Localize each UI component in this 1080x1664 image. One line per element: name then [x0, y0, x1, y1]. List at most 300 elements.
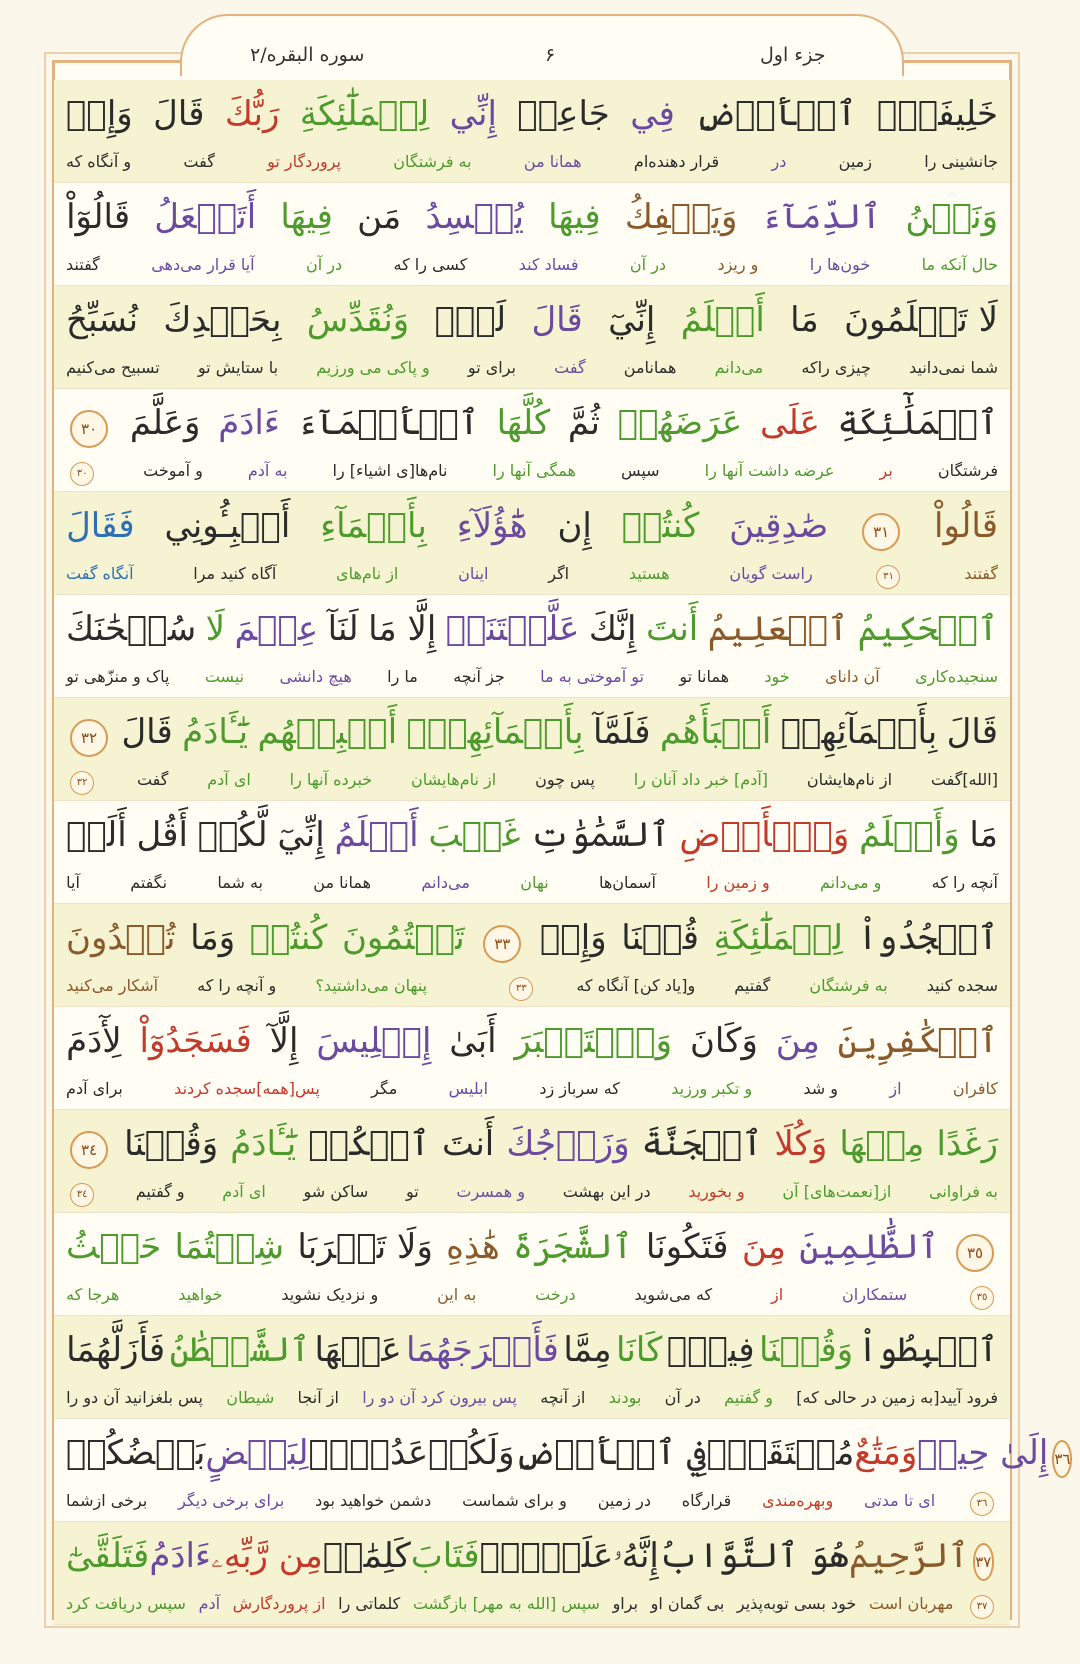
translation-word: گفت: [554, 358, 586, 377]
ayah-number-marker-small: ٣٥: [970, 1286, 994, 1310]
ayah-number-marker-small: ٣٣: [509, 977, 533, 1001]
translation-word: ای تا مدتی: [863, 1491, 936, 1510]
arabic-text-row: [66, 1425, 1071, 1483]
translation-word: اگر: [548, 564, 570, 583]
ayah-number-marker: ٣١: [862, 513, 900, 551]
translation-word: تسبیح می‌کنیم: [66, 358, 160, 377]
ayah-number-marker: ٣٦: [1052, 1440, 1072, 1478]
translation-word: مگر: [371, 1079, 398, 1098]
arabic-word: أَتَجۡعَلُ: [154, 197, 257, 237]
arabic-word: ءَادَمَ: [218, 403, 280, 443]
arabic-word: وَلَكُمۡ: [428, 1433, 515, 1473]
translation-word: خون‌ها را: [809, 255, 871, 274]
arabic-word: ٱلۡجَنَّةَ: [641, 1124, 763, 1164]
arabic-word: ٱسۡكُنۡ: [308, 1124, 430, 1164]
arabic-word: وَأَعۡلَمُ: [859, 815, 960, 855]
arabic-word: رَبُّكَ: [224, 94, 280, 134]
surah-title: سوره البقره/۲: [250, 44, 365, 66]
arabic-word: قُلۡنَا: [621, 918, 699, 958]
arabic-word: قَالَ: [153, 94, 205, 134]
arabic-word: ٱلۡأَرۡضِ: [695, 94, 857, 134]
translation-word: به فرشتگان: [393, 152, 472, 171]
translation-word: نهان: [520, 873, 549, 892]
arabic-word: عَنۡهَا: [314, 1330, 402, 1370]
arabic-word: بِأَسۡمَآئِهِمۡۖ: [406, 712, 584, 752]
translation-word: به فرشتگان: [809, 976, 888, 995]
translation-word: حال آنکه ما: [921, 255, 998, 274]
arabic-word: أَعۡلَمُ: [680, 300, 765, 340]
translation-word: سپس: [620, 461, 660, 480]
arabic-text-row: [66, 807, 998, 865]
translation-word: بر: [879, 461, 893, 480]
translation-word: سجده کنید: [926, 976, 998, 995]
translation-word: از نام‌هایشان: [411, 770, 497, 789]
persian-translation-row: [66, 1178, 998, 1208]
translation-word: همانا من: [313, 873, 372, 892]
translation-word: فرشتگان: [937, 461, 998, 480]
arabic-word: فِي ٱلۡأَرۡضِ: [514, 1433, 707, 1473]
verse-line: [54, 1110, 1010, 1213]
arabic-word: يَٰٓـَٔادَمُ: [230, 1124, 297, 1164]
translation-word: پاک و منزّهی تو: [66, 667, 170, 686]
ayah-number-marker: ٣٠: [70, 410, 108, 448]
translation-word: پس بلغزانید آن دو را: [66, 1388, 203, 1407]
arabic-word: هَٰٓؤُلَآءِ: [456, 506, 528, 546]
translation-word: در زمین: [597, 1491, 651, 1510]
arabic-word: فِيهَا: [280, 197, 333, 237]
ayah-number-marker: ٣٢: [70, 719, 108, 757]
arabic-word: فَتَكُونَا: [645, 1227, 729, 1267]
translation-word: و آنچه را که: [197, 976, 277, 995]
arabic-word: وَلَا تَقۡرَبَا: [297, 1227, 433, 1267]
translation-word: که سرباز زد: [539, 1079, 620, 1098]
arabic-word: أَقُل: [136, 815, 188, 855]
translation-word: و نزدیک نشوید: [281, 1285, 379, 1304]
arabic-word: إِبۡلِيسَ: [316, 1021, 432, 1061]
arabic-word: عَلَّمۡتَنَآۖ: [445, 609, 580, 649]
arabic-text-row: [66, 189, 998, 247]
arabic-word: وَنُقَدِّسُ: [306, 300, 410, 340]
translation-word: تو آموختی به ما: [540, 667, 644, 686]
translation-word: گفتند: [66, 255, 100, 274]
arabic-word: ٱلشَّجَرَةَ: [513, 1227, 633, 1267]
translation-word: و همسرت: [456, 1182, 526, 1201]
translation-word: جانشینی را: [924, 152, 998, 171]
translation-word: که می‌شوید: [634, 1285, 713, 1304]
translation-word: گفتیم: [734, 976, 771, 995]
arabic-word: أَنتَ: [645, 609, 699, 649]
translation-word: از پروردگارش: [232, 1594, 326, 1613]
translation-word: تو: [405, 1182, 419, 1201]
translation-word: براو: [612, 1594, 639, 1613]
translation-word: گفت: [136, 770, 169, 789]
arabic-text-row: [66, 1322, 998, 1380]
verse-line: [54, 80, 1010, 183]
arabic-word: تَكۡتُمُونَ: [341, 918, 465, 958]
arabic-word: ٱلۡمَلَٰٓئِكَةِ: [837, 403, 998, 443]
translation-word: هیچ دانشی: [279, 667, 352, 686]
translation-word: گفت: [183, 152, 215, 171]
arabic-word: بِحَمۡدِكَ: [163, 300, 282, 340]
arabic-word: وَمَتَٰعٌ: [854, 1433, 918, 1473]
arabic-word: عِلۡمَ: [234, 609, 319, 649]
persian-translation-row: [66, 251, 998, 281]
arabic-word: كُنتُمۡ: [249, 918, 328, 958]
arabic-word: ءَادَمُ: [149, 1536, 211, 1576]
verse-line: [54, 1419, 1071, 1522]
translation-word: از آنچه: [540, 1388, 586, 1407]
arabic-word: مِمَّا: [563, 1330, 612, 1370]
arabic-text-row: [66, 1219, 998, 1277]
translation-word: زمین: [838, 152, 872, 171]
arabic-word: إِلَّآ: [269, 1021, 299, 1061]
arabic-word: ٱلۡحَكِيمُ: [857, 609, 998, 649]
arabic-word: أَنتَ: [441, 1124, 495, 1164]
translation-word: و می‌دانم: [819, 873, 882, 892]
arabic-text-row: [66, 601, 998, 659]
verse-line: [54, 389, 1010, 492]
arabic-word: وَعَلَّمَ: [129, 403, 201, 443]
translation-word: قرارگاه: [681, 1491, 732, 1510]
arabic-word: مِنۡهَا: [839, 1124, 925, 1164]
arabic-word: قَالَ: [531, 300, 583, 340]
verse-line: [54, 183, 1010, 286]
arabic-word: لَكَۖ: [434, 300, 507, 340]
arabic-word: نُسَبِّحُ: [66, 300, 139, 340]
translation-word: و آنگاه که: [66, 152, 132, 171]
persian-translation-row: [66, 1487, 998, 1517]
arabic-word: عَدُوّٞۖ: [308, 1433, 429, 1473]
arabic-word: أَنۢبِـُٔونِي: [164, 506, 291, 546]
translation-word: فساد کند: [518, 255, 579, 274]
arabic-text-row: [66, 704, 998, 762]
translation-word: راست گویان: [729, 564, 813, 583]
verse-line: [54, 1213, 1010, 1316]
arabic-word: وَيَسۡفِكُ: [624, 197, 738, 237]
translation-word: ابلیس: [448, 1079, 489, 1098]
ayah-number-marker-small: ٣١: [876, 565, 900, 589]
persian-translation-row: [66, 766, 998, 796]
arabic-word: لِلۡمَلَٰٓئِكَةِ: [299, 94, 430, 134]
arabic-word: مَا: [969, 815, 998, 855]
translation-word: از نام‌های: [336, 564, 399, 583]
translation-word: می‌دانم: [421, 873, 470, 892]
translation-word: از: [771, 1285, 784, 1304]
translation-word: آسمان‌ها: [598, 873, 656, 892]
arabic-word: بَعۡضُكُمۡ: [66, 1433, 206, 1473]
translation-word: شما نمی‌دانید: [909, 358, 998, 377]
arabic-word: مِنَ: [775, 1021, 820, 1061]
arabic-word: كَانَا: [616, 1330, 663, 1370]
arabic-word: عَلَى: [759, 403, 820, 443]
ayah-number-marker: ٣٧: [973, 1543, 994, 1581]
translation-word: در آن: [664, 1388, 701, 1407]
arabic-word: لَنَآ: [327, 609, 359, 649]
translation-word: نام‌ها[ی اشیاء] را: [332, 461, 448, 480]
arabic-word: ثُمَّ: [567, 403, 601, 443]
translation-word: خبرده آنها را: [289, 770, 373, 789]
arabic-word: شِئۡتُمَا: [174, 1227, 285, 1267]
translation-word: وبهره‌مندی: [762, 1491, 834, 1510]
translation-word: [آدم] خبر داد آنان را: [633, 770, 769, 789]
translation-word: از: [889, 1079, 902, 1098]
arabic-word: إِلَىٰ حِينٖ: [917, 1433, 1049, 1473]
ayah-number-marker: ٣٤: [70, 1131, 108, 1169]
arabic-word: ٱسۡجُدُواْ: [857, 918, 998, 958]
arabic-word: أَلَمۡ: [66, 815, 127, 855]
arabic-word: فَتَابَ: [410, 1536, 480, 1576]
arabic-word: لِلۡمَلَٰٓئِكَةِ: [713, 918, 843, 958]
arabic-word: فَأَخۡرَجَهُمَا: [406, 1330, 559, 1370]
arabic-word: فَتَلَقَّىٰٓ: [66, 1536, 150, 1576]
arabic-word: وَقُلۡنَا: [124, 1124, 219, 1164]
translation-word: سنجیده‌کاری: [915, 667, 998, 686]
translation-word: و برای شماست: [462, 1491, 567, 1510]
arabic-word: عَلَيۡهِۚ: [479, 1536, 614, 1576]
translation-word: درخت: [535, 1285, 576, 1304]
arabic-word: أَعۡلَمُ: [334, 815, 419, 855]
arabic-word: إِنَّهُۥ: [613, 1536, 659, 1576]
arabic-word: وَمَا: [190, 918, 236, 958]
translation-word: خود بسی توبه‌پذیر: [736, 1594, 857, 1613]
arabic-word: ٱلرَّحِيمُ: [848, 1536, 969, 1576]
translation-word: آنگاه گفت: [66, 564, 134, 583]
arabic-word: مَا: [790, 300, 819, 340]
translation-word: همگی آنها را: [492, 461, 576, 480]
arabic-word: مَن: [357, 197, 402, 237]
arabic-word: فِي: [630, 94, 675, 134]
translation-word: ستمکاران: [842, 1285, 908, 1304]
translation-word: و آموخت: [143, 461, 203, 480]
persian-translation-row: [66, 1075, 998, 1105]
persian-translation-row: [66, 457, 998, 487]
translation-word: ساکن شو: [303, 1182, 369, 1201]
arabic-word: بِأَسۡمَآئِهِمۡ: [780, 712, 938, 752]
translation-word: پروردگار تو: [267, 152, 341, 171]
arabic-word: جَاعِلٞ: [517, 94, 610, 134]
translation-word: و تکبر ورزید: [671, 1079, 753, 1098]
arabic-word: غَيۡبَ: [428, 815, 521, 855]
verse-line: [54, 492, 1010, 595]
arabic-text-row: [66, 395, 998, 453]
arabic-word: فِيهِۖ: [666, 1330, 755, 1370]
arabic-text-row: [66, 86, 998, 144]
translation-word: پنهان می‌داشتید؟: [315, 976, 428, 995]
ayah-number-marker-small: ٣٤: [70, 1183, 94, 1207]
arabic-word: كُلَّهَا: [496, 403, 551, 443]
translation-word: به آدم: [247, 461, 288, 480]
translation-word: برخی ازشما: [66, 1491, 148, 1510]
translation-word: دشمن خواهید بود: [315, 1491, 432, 1510]
translation-word: برای تو: [467, 358, 516, 377]
arabic-word: ٱلۡعَلِيمُ: [707, 609, 849, 649]
translation-word: از[نعمت‌های] آن: [782, 1182, 892, 1201]
arabic-word: وَٱلۡأَرۡضِ: [679, 815, 850, 855]
translation-word: نگفتم: [130, 873, 168, 892]
arabic-word: إِلَّا مَا: [368, 609, 437, 649]
arabic-word: لِأٓدَمَ: [66, 1021, 122, 1061]
arabic-word: ٱلۡكَٰفِرِينَ: [837, 1021, 998, 1061]
arabic-word: قَالُواْ: [934, 506, 998, 546]
arabic-word: لَا تَعۡلَمُونَ: [844, 300, 998, 340]
verse-line: [54, 286, 1010, 389]
translation-word: ای آدم: [207, 770, 251, 789]
translation-word: ای آدم: [222, 1182, 266, 1201]
page-number: ۶: [545, 44, 556, 66]
translation-word: در: [771, 152, 787, 171]
translation-word: آنچه را که: [931, 873, 998, 892]
arabic-word: فَسَجَدُوٓاْ: [139, 1021, 252, 1061]
translation-word: و شد: [803, 1079, 839, 1098]
translation-word: به شما: [217, 873, 263, 892]
arabic-word: ٱلشَّيۡطَٰنُ: [169, 1330, 311, 1370]
persian-translation-row: [66, 663, 998, 693]
arabic-word: بِأَسۡمَآءِ: [320, 506, 427, 546]
arabic-text-row: [66, 292, 998, 350]
persian-translation-row: [66, 560, 998, 590]
translation-word: هستید: [628, 564, 670, 583]
arabic-text-row: [66, 1116, 998, 1174]
verse-line: [54, 904, 1010, 1007]
persian-translation-row: [66, 972, 998, 1002]
translation-word: از نام‌هایشان: [806, 770, 893, 789]
translation-word: شیطان: [226, 1388, 275, 1407]
arabic-word: يَٰٓـَٔادَمُ: [182, 712, 249, 752]
translation-word: می‌دانم: [714, 358, 764, 377]
translation-word: هرجا که: [66, 1285, 120, 1304]
translation-word: برای برخی دیگر: [178, 1491, 285, 1510]
translation-word: نیست: [204, 667, 245, 686]
arabic-word: وَقُلۡنَا: [759, 1330, 854, 1370]
persian-translation-row: [66, 1281, 998, 1311]
arabic-word: ٱلدِّمَآءَ: [761, 197, 882, 237]
verse-line: [54, 1316, 1010, 1419]
translation-word: و گفتیم: [135, 1182, 185, 1201]
translation-word: در آن: [629, 255, 667, 274]
verse-line: [54, 1007, 1010, 1110]
juz-label: جزء اول: [760, 44, 826, 66]
arabic-word: ٱلسَّمَٰوَٰتِ: [530, 815, 670, 855]
translation-word: قرار دهنده‌ام: [633, 152, 720, 171]
arabic-word: حَيۡثُ: [66, 1227, 162, 1267]
arabic-word: عَرَضَهُمۡ: [617, 403, 743, 443]
translation-word: کلماتی را: [338, 1594, 401, 1613]
arabic-word: أَنۢبَأَهُم: [659, 712, 772, 752]
verse-line: [54, 1522, 1010, 1625]
arabic-word: لَا: [205, 609, 226, 649]
persian-translation-row: [66, 1590, 998, 1620]
persian-translation-row: [66, 148, 998, 178]
verse-line: [54, 801, 1010, 904]
translation-word: آیا: [66, 873, 80, 892]
arabic-word: وَٱسۡتَكۡبَرَ: [514, 1021, 673, 1061]
arabic-word: وَإِذۡ: [66, 94, 133, 134]
arabic-word: إِنِّيٓ: [277, 815, 325, 855]
translation-word: مهربان است: [868, 1594, 954, 1613]
translation-word: جز آنچه: [453, 667, 505, 686]
translation-word: آیا قرار می‌دهی: [151, 255, 255, 274]
arabic-word: هَٰذِهِ: [446, 1227, 500, 1267]
arabic-text-row: [66, 1013, 998, 1071]
arabic-word: ٱلظَّٰلِمِينَ: [799, 1227, 939, 1267]
arabic-word: تُبۡدُونَ: [66, 918, 176, 958]
arabic-word: أَنۢبِئۡهُم: [257, 712, 398, 752]
translation-word: سپس [الله به مهر] بازگشت: [412, 1594, 600, 1613]
arabic-word: وَزَوۡجُكَ: [506, 1124, 630, 1164]
translation-word: به فراوانی: [929, 1182, 998, 1201]
arabic-word: كَلِمَٰتٖ: [322, 1536, 411, 1576]
ayah-number-marker-small: ٣٧: [970, 1595, 994, 1619]
translation-word: ما را: [387, 667, 418, 686]
arabic-word: ٱهۡبِطُواْ: [857, 1330, 998, 1370]
translation-word: و زمین را: [706, 873, 770, 892]
ayah-number-marker: ٣٣: [483, 925, 521, 963]
arabic-word: قَالَ: [121, 712, 173, 752]
persian-translation-row: [66, 1384, 998, 1414]
arabic-word: لِبَعۡضٍ: [205, 1433, 309, 1473]
persian-translation-row: [66, 354, 998, 384]
translation-word: چیزی راکه: [801, 358, 871, 377]
translation-word: همانامن: [623, 358, 677, 377]
ayah-number-marker-small: ٣٢: [70, 771, 94, 795]
arabic-word: فَقَالَ: [66, 506, 135, 546]
translation-word: آن دانای: [825, 667, 880, 686]
translation-word: فرود آیید[به زمین در حالی که]: [796, 1388, 998, 1407]
translation-word: برای آدم: [66, 1079, 123, 1098]
translation-word: اینان: [458, 564, 489, 583]
translation-word: گفتند: [964, 564, 998, 583]
translation-word: با ستایش تو: [197, 358, 279, 377]
arabic-word: لَّكُمۡ: [197, 815, 268, 855]
translation-word: در آن: [305, 255, 343, 274]
translation-word: [الله]گفت: [930, 770, 998, 789]
translation-word: و بخورید: [688, 1182, 745, 1201]
translation-word: و[یاد کن] آنگاه که: [576, 976, 696, 995]
verse-line: [54, 595, 1010, 698]
translation-word: آدم: [198, 1594, 221, 1613]
arabic-word: كُنتُمۡ: [621, 506, 700, 546]
translation-word: و پاکی می ورزیم: [316, 358, 430, 377]
translation-word: سپس دریافت کرد: [66, 1594, 186, 1613]
translation-word: پس چون: [535, 770, 595, 789]
arabic-word: إِن: [557, 506, 592, 546]
arabic-text-row: [66, 910, 998, 968]
arabic-word: خَلِيفَةٗۖ: [877, 94, 998, 134]
translation-word: آشکار می‌کنید: [66, 976, 159, 995]
verse-line: [54, 698, 1010, 801]
arabic-word: سُبۡحَٰنَكَ: [66, 609, 197, 649]
translation-word: کافران: [952, 1079, 998, 1098]
arabic-word: رَغَدًا: [936, 1124, 998, 1164]
translation-word: پس بیرون کرد آن دو را: [362, 1388, 517, 1407]
arabic-text-row: [66, 1528, 998, 1586]
translation-word: همانا تو: [679, 667, 730, 686]
translation-word: از آنجا: [297, 1388, 339, 1407]
arabic-word: إِنَّكَ: [588, 609, 637, 649]
arabic-word: ٱلۡأَسۡمَآءَ: [297, 403, 479, 443]
translation-word: به این: [437, 1285, 477, 1304]
arabic-word: مِنَ: [741, 1227, 786, 1267]
arabic-word: فَأَزَلَّهُمَا: [66, 1330, 166, 1370]
translation-word: خود: [764, 667, 790, 686]
ayah-number-marker-small: ٣٠: [70, 462, 94, 486]
arabic-text-row: [66, 498, 998, 556]
ayah-number-marker: ٣٥: [956, 1234, 994, 1272]
arabic-word: قَالُوٓاْ: [66, 197, 131, 237]
translation-word: پس[همه]سجده کردند: [174, 1079, 320, 1098]
translation-word: عرضه داشت آنها را: [704, 461, 835, 480]
translation-word: و ریزد: [717, 255, 759, 274]
